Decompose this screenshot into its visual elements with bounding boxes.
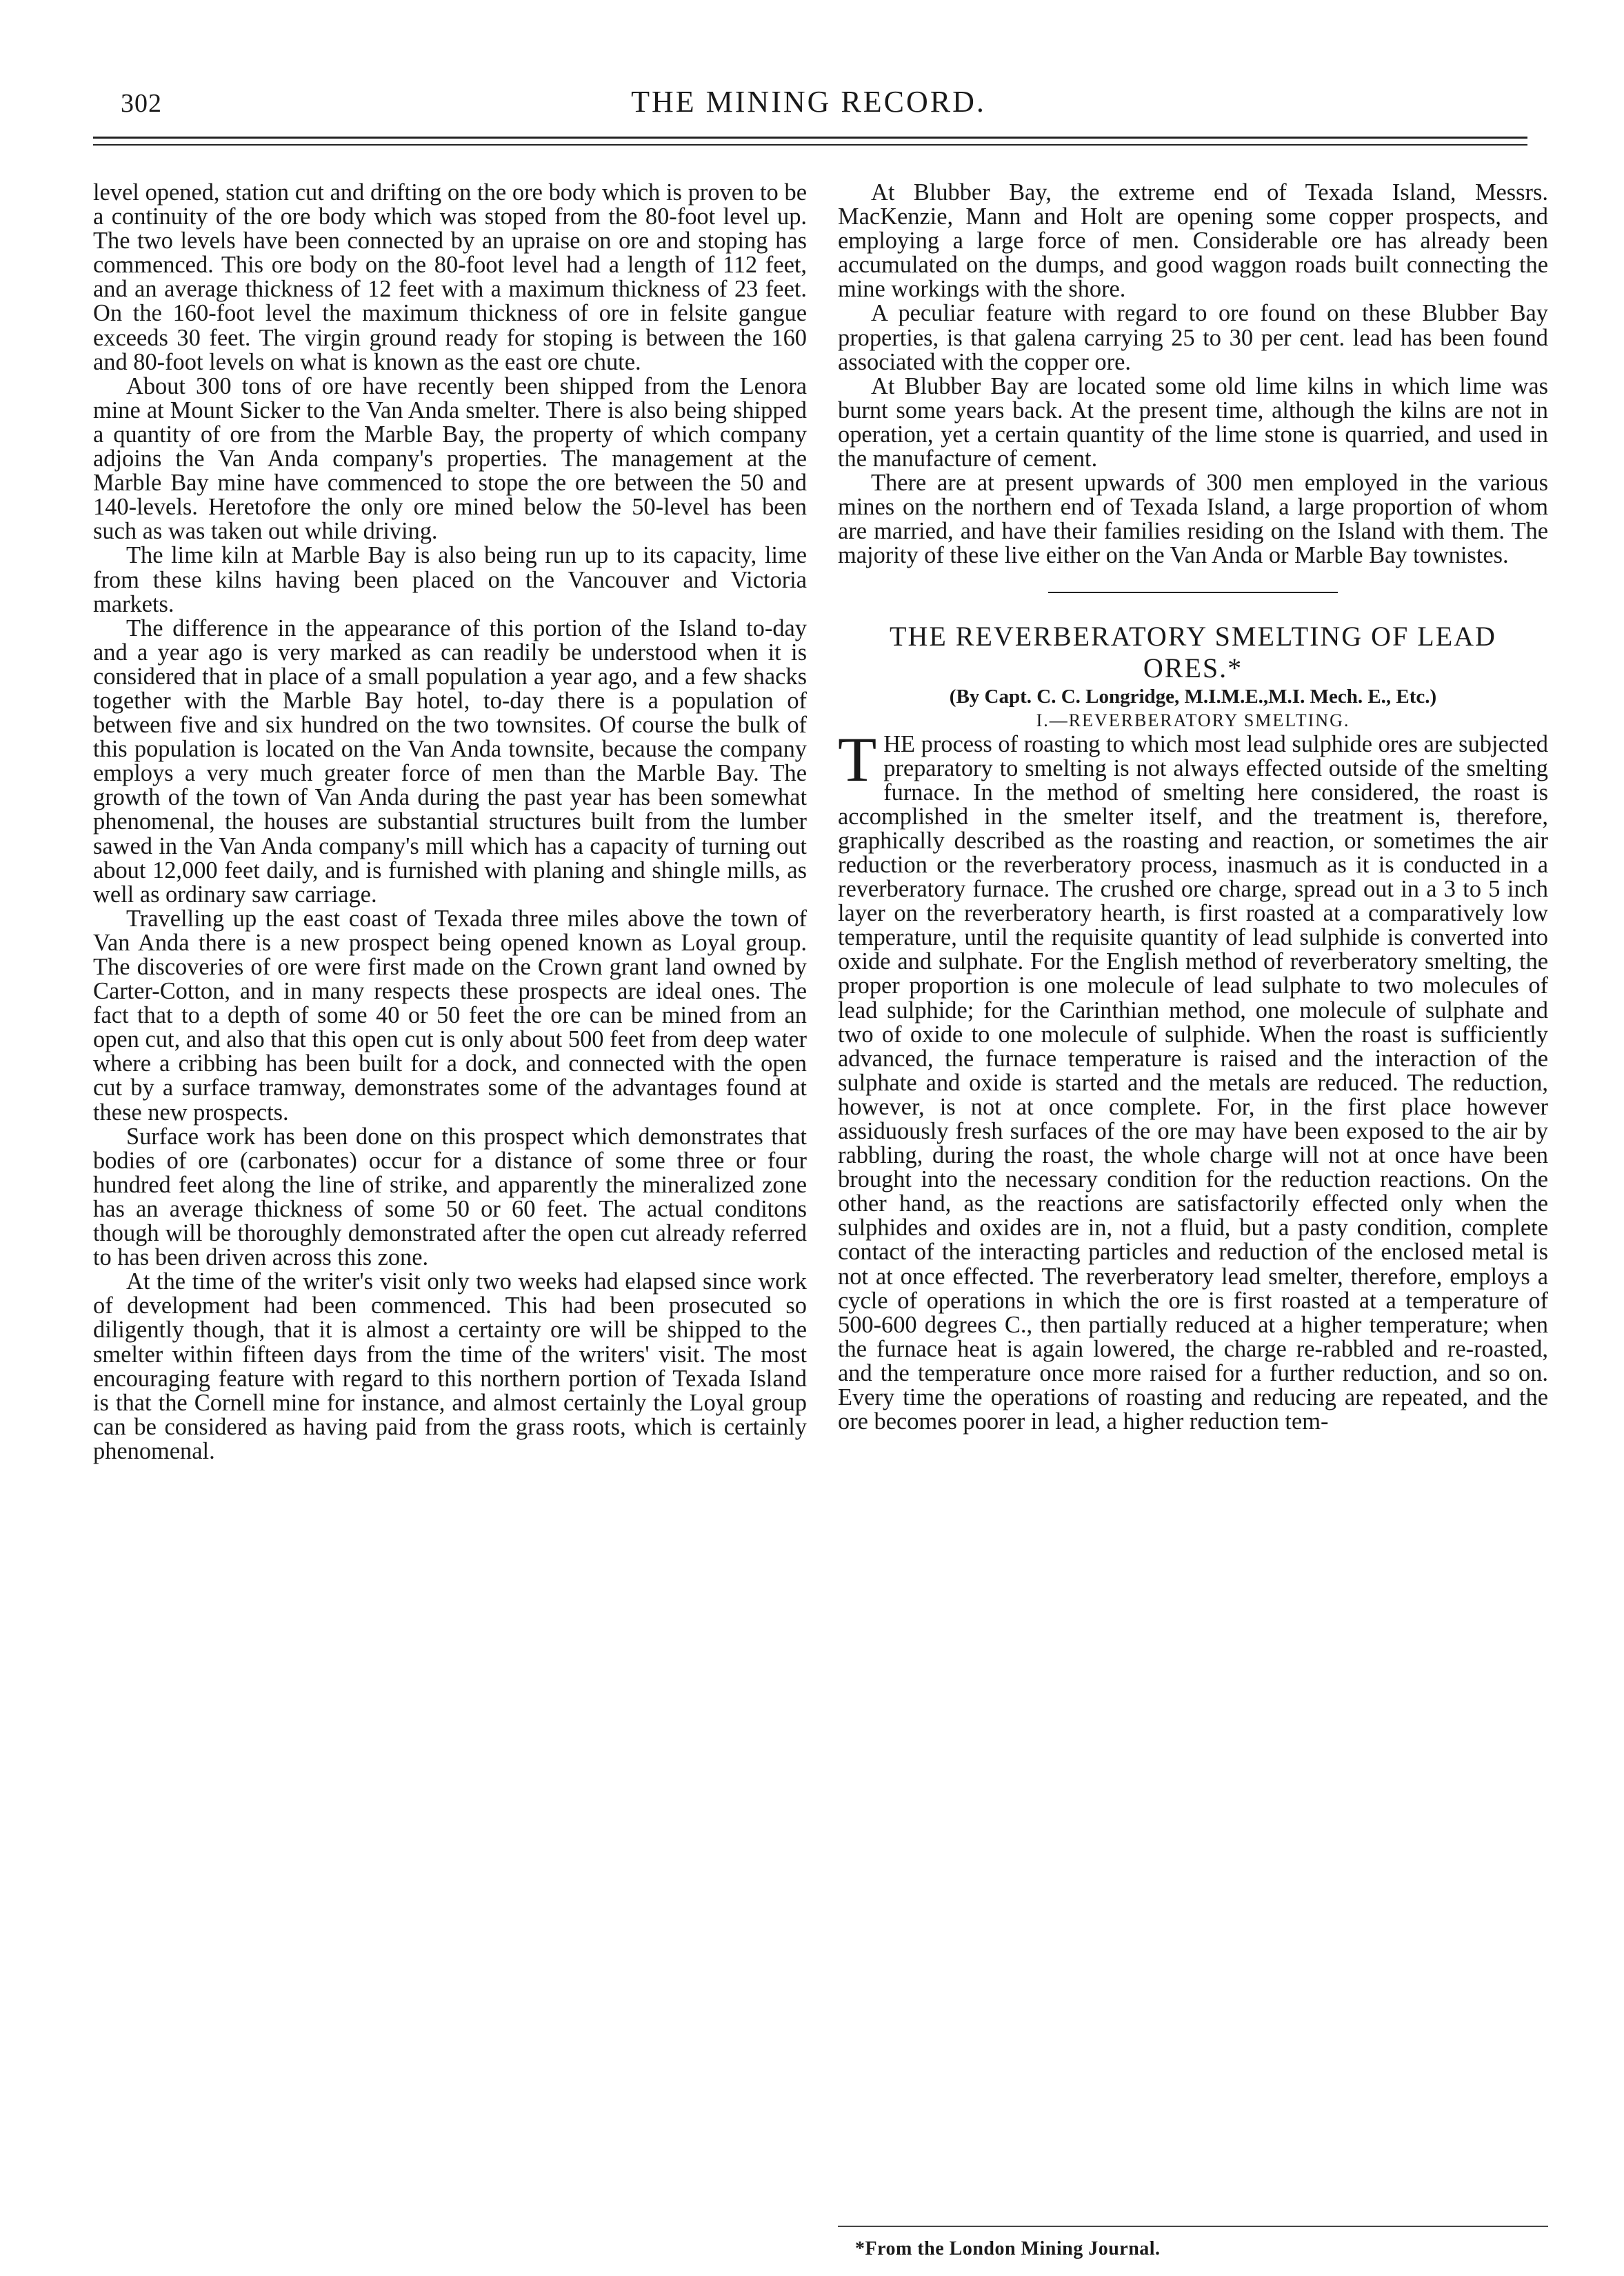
- left-paragraph-3: The lime kiln at Marble Bay is also being run up to its capacity, lime from these kilns having been placed on the Vancouver and Victoria markets.: [93, 542, 807, 617]
- article-body-text: HE process of roasting to which most lead sulphide ores are subjected preparatory to smelting is not always effected outside of the smelting furnace. In the method of smelting here considered, the roast is accomplished in the smelter itself, and the treatment is, therefore, graphically described as the roasting and reaction, or sometimes the air reduction or the reverberatory process, inasmuch as it is conducted in a reverberatory furnace. The crushed ore charge, spread out in a 3 to 5 inch layer on the reverberatory hearth, is first roasted at a comparatively low temperature, until the requisite quantity of lead sulphide is converted into oxide and sulphate. For the English method of reverberatory smelting, the proper proportion is one molecule of lead sulphate to two molecules of lead sulphide; for the Carinthian method, one molecule of sulphate and two of oxide to one molecule of sulphide. When the roast is sufficiently advanced, the furnace temperature is raised and the interaction of the sulphate and oxide is started and the metals are reduced. The reduction, however, is not at once complete. For, in the first place however assiduously fresh surfaces of the ore may have been exposed to the air by rabbling, during the roast, the whole charge will not at once have been brought into the necessary condition for the reduction reactions. On the other hand, as the reactions are satisfactorily effected only when the sulphides and oxides are in, not a fluid, but a pasty condition, complete contact of the interacting particles and reduction of the enclosed metal is not at once effected. The reverberatory lead smelter, therefore, employs a cycle of operations in which the ore is first roasted at a temperature of 500-600 degrees C., then partially reduced at a higher temperature; when the furnace heat is again lowered, the charge re-rabbled and re-roasted, and the temperature once more raised for a further reduction, and so on. Every time the operations of roasting and reducing are repeated, and the ore becomes poorer in lead, a higher reduction tem-: [838, 730, 1548, 1435]
- footnote-rule: [838, 2226, 1548, 2227]
- left-paragraph-6: Surface work has been done on this prospect which demonstrates that bodies of ore (carbonates) occur for a distance of some three or four hundred feet along the line of strike, and apparently the mineralized zone has an average thickness of some 50 or 60 feet. The actual conditons though will be thoroughly demonstrated after the open cut already referred to has been driven across this zone.: [93, 1123, 807, 1271]
- left-paragraph-4: The difference in the appearance of this portion of the Island to-day and a year ago is very marked as can readily be understood when it is considered that in place of a small population a year ago, and a few shacks together with the Marble Bay hotel, to-day there is a population of between five and six hundred on the two townsites. Of course the bulk of this population is located on the Van Anda townsite, because the company employs a very much greater force of men than the Marble Bay. The growth of the town of Van Anda during the past year has been somewhat phenomenal, the houses are substantial structures built from the lumber sawed in the Van Anda company's mill which has a capacity of turning out about 12,000 feet daily, and is furnished with planing and shingle mills, as well as ordinary saw carriage.: [93, 615, 807, 908]
- header-rule-top: [93, 137, 1527, 139]
- right-paragraph-3: At Blubber Bay are located some old lime kilns in which lime was burnt some years back. At the present time, although the kilns are not in operation, yet a certain quantity of the lime stone is quarried, and used in the manufacture of cement.: [838, 372, 1548, 472]
- journal-title: THE MINING RECORD.: [631, 85, 986, 119]
- right-column: [838, 181, 1548, 1434]
- left-paragraph-5: Travelling up the east coast of Texada three miles above the town of Van Anda there is a new prospect being opened known as Loyal group. The discoveries of ore were first made on the Crown grant land owned by Carter-Cotton, and in many respects these prospects are ideal ones. The fact that to a depth of some 40 or 50 feet the ore can be mined from an open cut, and also that this open cut is only about 500 feet from deep water where a cribbing has been built for a dock, and connected with the open cut by a surface tramway, demonstrates some of the advantages found at these new prospects.: [93, 905, 807, 1126]
- right-paragraph-1: At Blubber Bay, the extreme end of Texada Island, Messrs. MacKenzie, Mann and Holt are opening some copper prospects, and employing a large force of men. Considerable ore has already been accumulated on the dumps, and good waggon roads built connecting the mine workings with the shore.: [838, 179, 1548, 303]
- left-paragraph-2: About 300 tons of ore have recently been shipped from the Lenora mine at Mount Sicker to the Van Anda smelter. There is also being shipped a quantity of ore from the Marble Bay, the property of which company adjoins the Van Anda company's properties. The management at the Marble Bay mine have commenced to stope the ore between the 50 and 140-levels. Heretofore the only ore mined below the 50-level has been such as was taken out while driving.: [93, 372, 807, 545]
- page-number: 302: [121, 89, 162, 118]
- header-rule-bottom: [93, 144, 1527, 146]
- drop-cap: T: [838, 723, 877, 795]
- left-column: [93, 181, 807, 1464]
- left-paragraph-1: level opened, station cut and drifting on the ore body which is proven to be a continuity of the ore body which was stoped from the 80-foot level up. The two levels have been connected by an upraise on ore and stoping has commenced. This ore body on the 80-foot level had a length of 112 feet, and an average thickness of 12 feet with a maximum thickness of 23 feet. On the 160-foot level the maximum thickness of ore in felsite gangue exceeds 30 feet. The virgin ground ready for stoping is between the 160 and 80-foot levels on what is known as the east ore chute.: [93, 179, 807, 375]
- article-body: [838, 723, 1548, 1435]
- article-byline: (By Capt. C. C. Longridge, M.I.M.E.,M.I. Mech. E., Etc.): [949, 685, 1437, 708]
- right-paragraph-2: A peculiar feature with regard to ore found on these Blubber Bay properties, is that galena carrying 25 to 30 per cent. lead has been found associated with the copper ore.: [838, 300, 1548, 375]
- section-heading: I.—REVERBERATORY SMELTING.: [1036, 710, 1350, 730]
- running-head: [93, 85, 1524, 130]
- left-paragraph-7: At the time of the writer's visit only two weeks had elapsed since work of development had been commenced. This had been prosecuted so diligently though, that it is almost a certainty ore will be shipped to the smelter within fifteen days from the time of the writers' visit. The most encouraging feature with regard to this northern portion of Texada Island is that the Cornell mine for instance, and almost certainly the Loyal group can be considered as having paid from the grass roots, which is certainly phenomenal.: [93, 1268, 807, 1464]
- footnote: *From the London Mining Journal.: [855, 2238, 1161, 2259]
- article-divider: [1048, 592, 1338, 593]
- article-title: THE REVERBERATORY SMELTING OF LEAD ORES.*: [890, 620, 1496, 683]
- right-paragraph-4: There are at present upwards of 300 men employed in the various mines on the northern end of Texada Island, a large proportion of whom are married, and have their families residing on the Island with them. The majority of these live either on the Van Anda or Marble Bay townistes.: [838, 470, 1548, 569]
